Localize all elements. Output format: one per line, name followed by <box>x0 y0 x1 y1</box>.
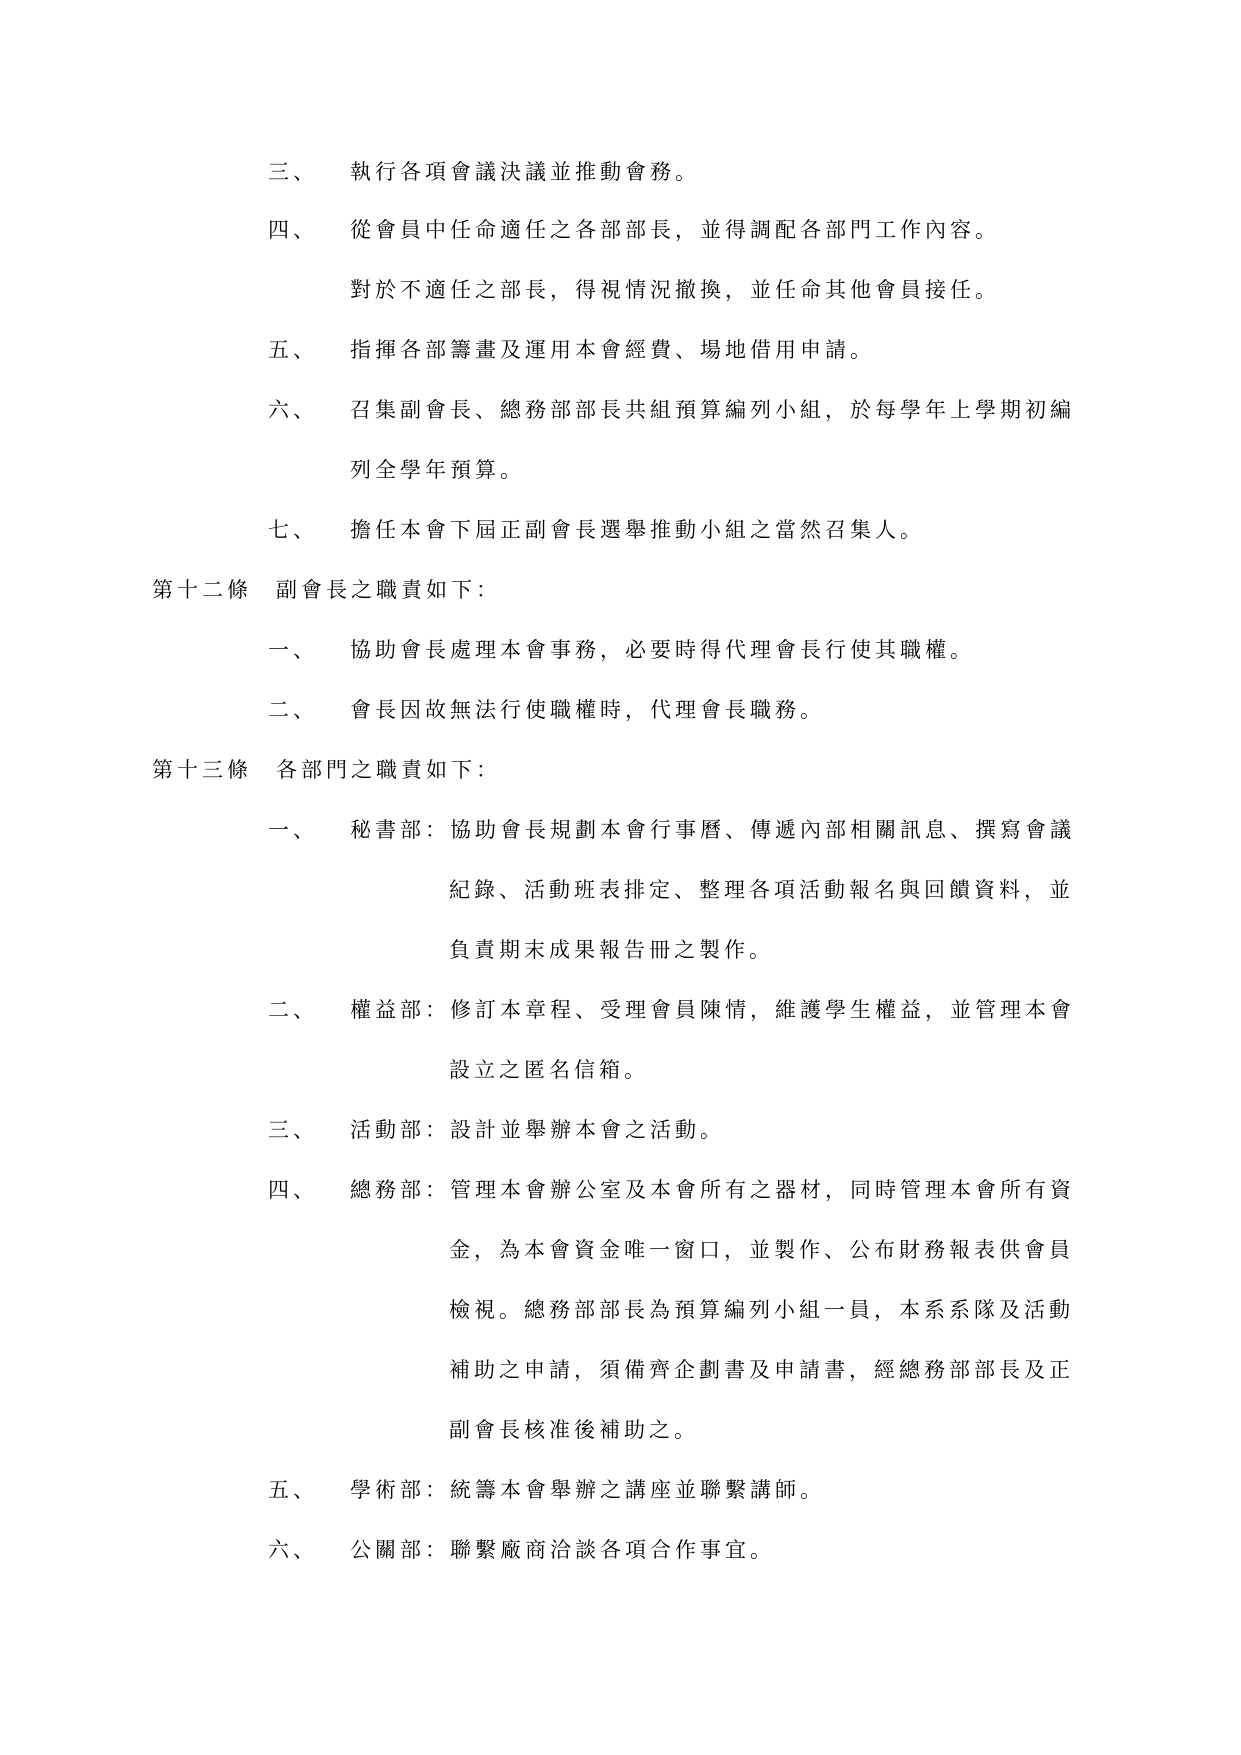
item-text: 紀錄、活動班表排定、整理各項活動報名與回饋資料，並 <box>449 878 1074 902</box>
item-number: 五、 <box>268 1478 318 1502</box>
article-title: 各部門之職責如下： <box>276 758 501 782</box>
item-number: 三、 <box>268 1118 318 1142</box>
item-number: 一、 <box>268 818 318 842</box>
item-text: 會長因故無法行使職權時，代理會長職務。 <box>350 698 825 722</box>
item-text: 權益部：修訂本章程、受理會員陳情，維護學生權益，並管理本會 <box>350 998 1075 1022</box>
item-text: 協助會長處理本會事務，必要時得代理會長行使其職權。 <box>350 638 975 662</box>
item-text: 召集副會長、總務部部長共組預算編列小組，於每學年上學期初編 <box>350 398 1075 422</box>
item-text: 對於不適任之部長，得視情況撤換，並任命其他會員接任。 <box>350 278 1000 302</box>
item-text: 從會員中任命適任之各部部長，並得調配各部門工作內容。 <box>350 218 1000 242</box>
item-text: 負責期末成果報告冊之製作。 <box>449 938 774 962</box>
item-text: 設立之匿名信箱。 <box>449 1058 649 1082</box>
item-number: 三、 <box>268 160 318 184</box>
item-number: 五、 <box>268 338 318 362</box>
item-text: 活動部：設計並舉辦本會之活動。 <box>350 1118 725 1142</box>
item-text: 公關部：聯繫廠商洽談各項合作事宜。 <box>350 1538 775 1562</box>
item-text: 執行各項會議決議並推動會務。 <box>350 160 700 184</box>
item-number: 四、 <box>268 218 318 242</box>
item-text: 秘書部：協助會長規劃本會行事曆、傳遞內部相關訊息、撰寫會議 <box>350 818 1075 842</box>
item-number: 七、 <box>268 518 318 542</box>
item-text: 列全學年預算。 <box>350 458 525 482</box>
article-label: 第十三條 <box>152 758 252 782</box>
item-text: 擔任本會下屆正副會長選舉推動小組之當然召集人。 <box>350 518 925 542</box>
item-text: 指揮各部籌畫及運用本會經費、場地借用申請。 <box>350 338 875 362</box>
item-text: 補助之申請，須備齊企劃書及申請書，經總務部部長及正 <box>449 1358 1074 1382</box>
article-label: 第十二條 <box>152 578 252 602</box>
item-text: 檢視。總務部部長為預算編列小組一員，本系系隊及活動 <box>449 1298 1074 1322</box>
item-number: 四、 <box>268 1178 318 1202</box>
item-text: 副會長核准後補助之。 <box>449 1418 699 1442</box>
item-number: 六、 <box>268 398 318 422</box>
item-number: 六、 <box>268 1538 318 1562</box>
item-number: 二、 <box>268 698 318 722</box>
item-number: 一、 <box>268 638 318 662</box>
article-title: 副會長之職責如下： <box>276 578 501 602</box>
item-text: 金，為本會資金唯一窗口，並製作、公布財務報表供會員 <box>449 1238 1074 1262</box>
item-text: 總務部：管理本會辦公室及本會所有之器材，同時管理本會所有資 <box>350 1178 1075 1202</box>
item-number: 二、 <box>268 998 318 1022</box>
item-text: 學術部：統籌本會舉辦之講座並聯繫講師。 <box>350 1478 825 1502</box>
